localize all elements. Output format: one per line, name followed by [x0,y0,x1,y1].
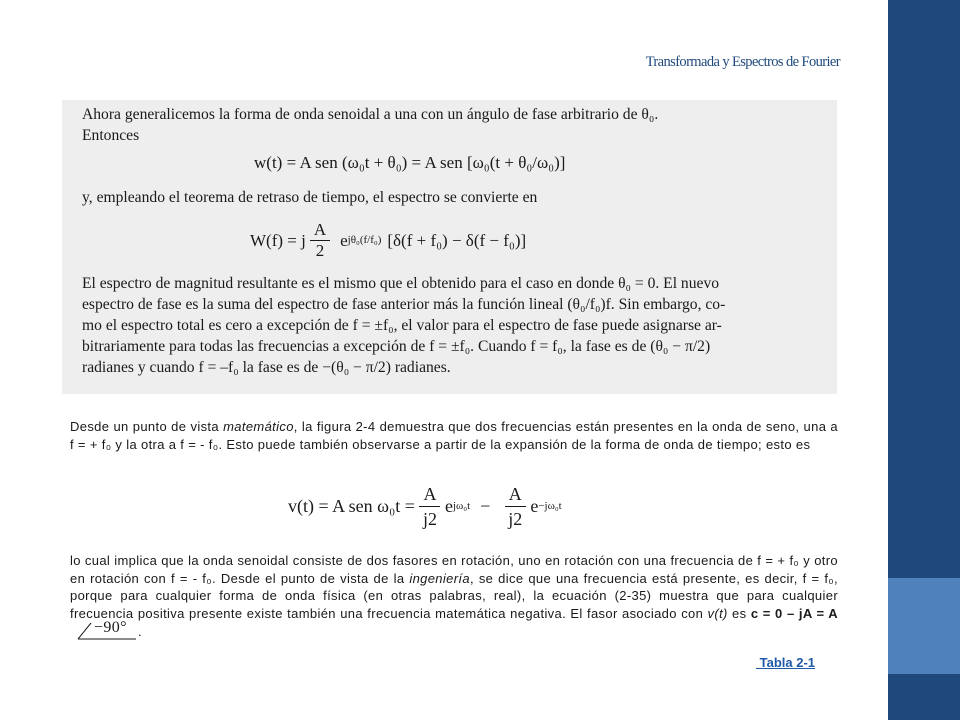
eq3-minus: − [480,495,491,516]
eq3-fraction-1 [419,482,441,531]
para1-emphasis: matemático [223,419,294,434]
textbook-para-line-1: El espectro de magnitud resultante es el mismo que el obtenido para el caso en donde θ₀ = 0. El nuevo [82,275,720,292]
equation-v-t [288,480,562,532]
textbook-line-2: Entonces [82,127,140,144]
eq3-exp-1: jω₀t [452,500,471,512]
eq3-den-1: j2 [422,508,437,529]
tabla-2-1-link[interactable]: Tabla 2-1 [756,655,816,670]
eq2-numerator: A [310,220,330,241]
para1-text-a: Desde un punto de vista [70,419,224,434]
textbook-line-1: Ahora generalicemos la forma de onda senoidal a una con un ángulo de fase arbitrario de θ₀. [82,106,659,123]
para2-text-a: lo cual implica que la onda senoidal consiste de dos fasores en rotación, uno en rotación con una frecuencia de f = + f₀ y otro en rotación con f = - f₀. Desde el punto de vista de la [70,553,838,586]
slide-title: Transformada y Espectros de Fourier [645,54,840,70]
eq3-den-2: j2 [508,508,523,529]
eq3-base-2: e [530,495,539,516]
eq3-fraction-2 [504,482,526,531]
textbook-para-line-4: bitrariamente para todas las frecuencias a excepción de f = ±f₀. Cuando f = f₀, la fase es de (θ₀ − π/2) [82,338,711,355]
sidebar-accent-bar [888,578,960,674]
textbook-excerpt-image [62,100,837,394]
phasor-expression: c = 0 – jA = A [750,605,838,621]
paragraph-engineering-viewpoint [70,552,838,641]
eq2-fraction [310,220,330,261]
phasor-angle [74,619,138,640]
textbook-para-line-5: radianes y cuando f = –f₀ la fase es de −(θ₀ − π/2) radianes. [82,359,451,376]
eq3-exp-2: −jω₀t [538,500,562,512]
eq2-exponent: jθ₀(f/f₀) [347,234,382,246]
eq2-rest: [δ(f + f₀) − δ(f − f₀)] [387,231,527,250]
equation-W-f [250,220,817,261]
eq3-lhs: v(t) = A sen ω₀t = [288,495,415,516]
eq2-denominator: 2 [315,241,325,260]
textbook-para-line-2: espectro de fase es la suma del espectro de fase anterior más la función lineal (θ₀/f₀)f. Sin embargo, co- [82,296,726,313]
para2-text-b: , se dice que una frecuencia está presente, es decir, f = f₀, porque para cualquier forma de onda física (en otras palabras, real), la ecuación (2-35) muestra que para cualquier frecuencia positiva presente existe también una frecuencia matemática negativa. El fasor asociado con [70,570,839,621]
textbook-para-line-3: mo el espectro total es cero a excepción de f = ±f₀, el valor para el espectro de fase puede asignarse ar- [82,317,722,334]
para2-end: . [138,624,142,639]
phasor-angle-value: −90° [94,619,127,636]
eq3-base-1: e [444,495,453,516]
eq2-lhs: W(f) = j [250,231,306,250]
para2-text-c: es [727,605,751,621]
para1-text-b: , la figura 2-4 demuestra que dos frecuencias están presentes en la onda de seno, una a f = + f₀ y la otra a f = - f₀. Esto puede también observarse a partir de la expansión de la forma de onda de tiempo; esto es [70,419,838,452]
eq3-num-1: A [419,482,440,507]
textbook-line-3: y, empleando el teorema de retraso de tiempo, el espectro se convierte en [82,189,538,206]
eq2-exp-base: e [340,231,348,250]
para2-emphasis-vt: v(t) [707,605,728,621]
paragraph-math-viewpoint [70,418,838,453]
para2-emphasis: ingeniería [409,570,470,586]
eq3-num-2: A [505,482,526,507]
equation-w-t: w(t) = A sen (ω₀t + θ₀) = A sen [ω₀(t + θ₀/ω₀)] [254,153,566,172]
